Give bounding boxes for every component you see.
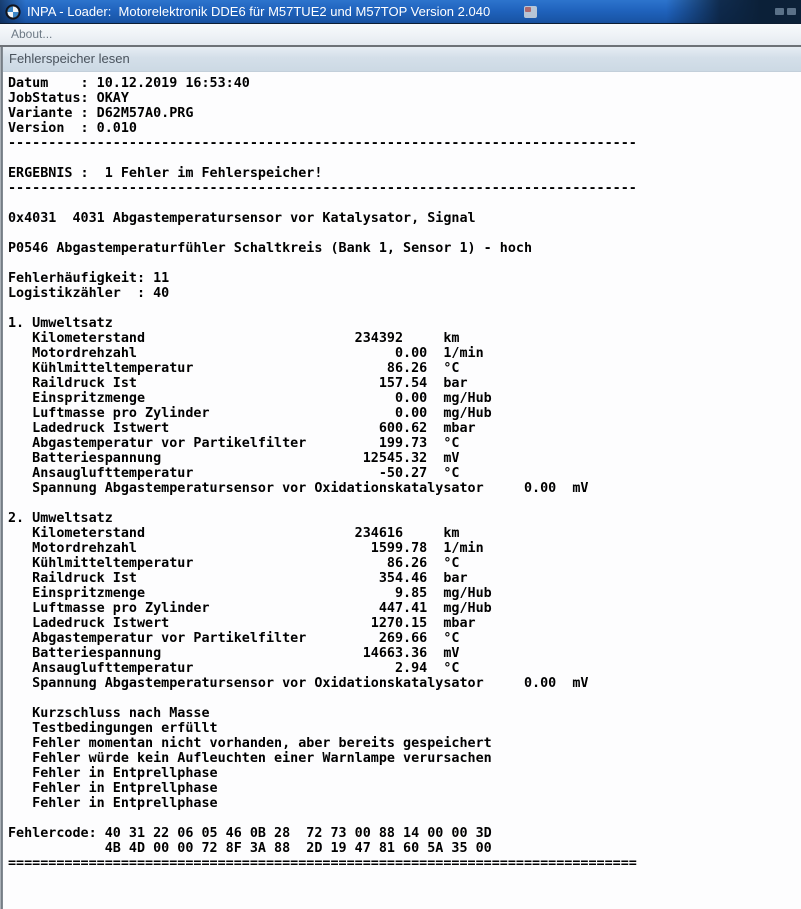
report-line: Fehler momentan nicht vorhanden, aber bereits gespeichert xyxy=(8,736,492,751)
report-line: Spannung Abgastemperatursensor vor Oxidationskatalysator 0.00 mV xyxy=(8,481,589,496)
report-line: Spannung Abgastemperatursensor vor Oxidationskatalysator 0.00 mV xyxy=(8,676,589,691)
report-line: Kilometerstand 234616 km xyxy=(8,526,460,541)
panel-title-bar xyxy=(3,47,801,72)
report-line xyxy=(8,691,801,706)
report-line: Raildruck Ist 157.54 bar xyxy=(8,376,468,391)
report-line xyxy=(8,256,801,271)
report-line: ============================================================================== xyxy=(8,856,637,871)
report-line xyxy=(8,496,801,511)
report-line: Ansauglufttemperatur 2.94 °C xyxy=(8,661,460,676)
report-line: Batteriespannung 14663.36 mV xyxy=(8,646,460,661)
report-line: JobStatus: OKAY xyxy=(8,91,129,106)
titlebar-background-marks xyxy=(774,8,796,15)
report-line: ------------------------------------------------------------------------------ xyxy=(8,136,637,151)
report-line: Abgastemperatur vor Partikelfilter 269.66 °C xyxy=(8,631,460,646)
report-line: Testbedingungen erfüllt xyxy=(8,721,218,736)
report-line: ERGEBNIS : 1 Fehler im Fehlerspeicher! xyxy=(8,166,323,181)
report-line: 0x4031 4031 Abgastemperatursensor vor Katalysator, Signal xyxy=(8,211,476,226)
report-line: Kilometerstand 234392 km xyxy=(8,331,460,346)
report-line xyxy=(8,226,801,241)
panel-title: Fehlerspeicher lesen xyxy=(9,51,130,66)
report-line: 2. Umweltsatz xyxy=(8,511,113,526)
report-line: Batteriespannung 12545.32 mV xyxy=(8,451,460,466)
window-title: INPA - Loader: Motorelektronik DDE6 für M57TUE2 und M57TOP Version 2.040 xyxy=(27,4,491,19)
report-line: Fehler in Entprellphase xyxy=(8,766,218,781)
report-line: Einspritzmenge 9.85 mg/Hub xyxy=(8,586,492,601)
report-line: Ansauglufttemperatur -50.27 °C xyxy=(8,466,460,481)
report-line: Variante : D62M57A0.PRG xyxy=(8,106,194,121)
menu-item-about[interactable]: About... xyxy=(11,27,53,41)
report-line: ------------------------------------------------------------------------------ xyxy=(8,181,637,196)
report-line: 4B 4D 00 00 72 8F 3A 88 2D 19 47 81 60 5A 35 00 xyxy=(8,841,492,856)
report-line: Fehlerhäufigkeit: 11 xyxy=(8,271,170,286)
titlebar-artifact-icon xyxy=(524,6,537,18)
report-line: P0546 Abgastemperaturfühler Schaltkreis (Bank 1, Sensor 1) - hoch xyxy=(8,241,533,256)
result-panel xyxy=(0,47,801,909)
menu-bar xyxy=(0,24,801,47)
report-line xyxy=(8,196,801,211)
report-line: Einspritzmenge 0.00 mg/Hub xyxy=(8,391,492,406)
report-line: Ladedruck Istwert 1270.15 mbar xyxy=(8,616,476,631)
report-line: 1. Umweltsatz xyxy=(8,316,113,331)
report-line: Motordrehzahl 0.00 1/min xyxy=(8,346,484,361)
report-line: Luftmasse pro Zylinder 447.41 mg/Hub xyxy=(8,601,492,616)
report-line: Luftmasse pro Zylinder 0.00 mg/Hub xyxy=(8,406,492,421)
report-line: Kurzschluss nach Masse xyxy=(8,706,210,721)
report-line: Abgastemperatur vor Partikelfilter 199.73 °C xyxy=(8,436,460,451)
report-line: Kühlmitteltemperatur 86.26 °C xyxy=(8,361,460,376)
report-line: Version : 0.010 xyxy=(8,121,137,136)
report-line: Fehler würde kein Aufleuchten einer Warnlampe verursachen xyxy=(8,751,492,766)
report-line: Ladedruck Istwert 600.62 mbar xyxy=(8,421,476,436)
report-line: Raildruck Ist 354.46 bar xyxy=(8,571,468,586)
report-line xyxy=(8,151,801,166)
report-line: Fehler in Entprellphase xyxy=(8,796,218,811)
report-line: Fehlercode: 40 31 22 06 05 46 0B 28 72 73 00 88 14 00 00 3D xyxy=(8,826,492,841)
fault-report-text[interactable] xyxy=(3,73,801,909)
titlebar[interactable] xyxy=(0,0,801,24)
bmw-roundel-icon xyxy=(5,4,21,20)
report-line: Kühlmitteltemperatur 86.26 °C xyxy=(8,556,460,571)
report-line: Logistikzähler : 40 xyxy=(8,286,170,301)
report-line xyxy=(8,301,801,316)
report-line: Datum : 10.12.2019 16:53:40 xyxy=(8,76,250,91)
report-line xyxy=(8,811,801,826)
report-line: Motordrehzahl 1599.78 1/min xyxy=(8,541,484,556)
report-line: Fehler in Entprellphase xyxy=(8,781,218,796)
